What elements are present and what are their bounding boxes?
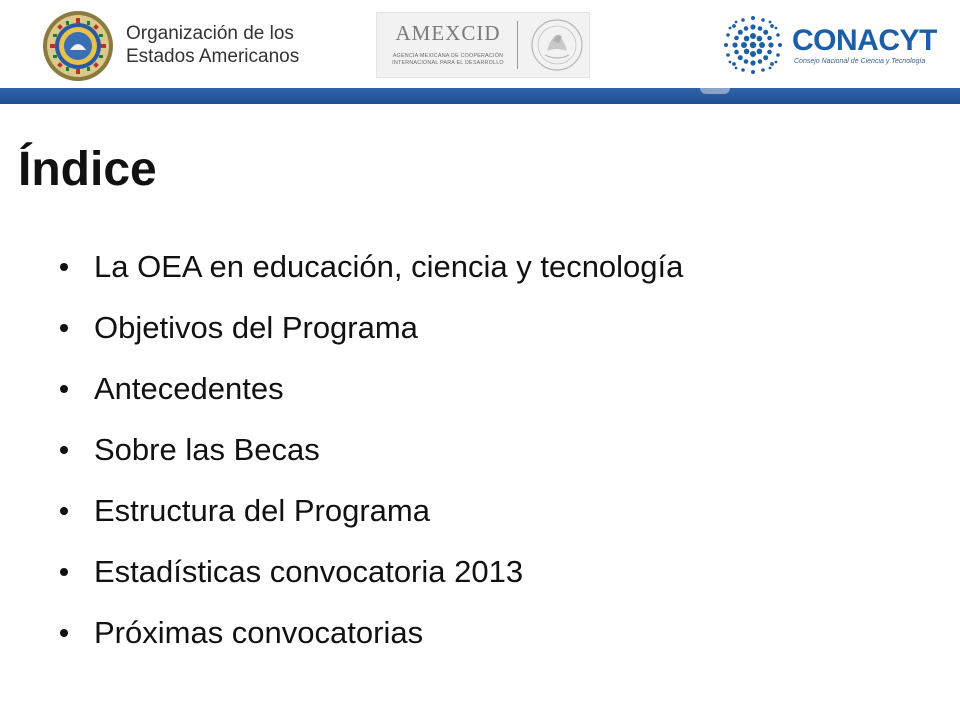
conacyt-dots-icon — [718, 10, 788, 80]
oas-seal-icon — [42, 10, 114, 82]
conacyt-logo — [718, 10, 938, 82]
bullet-icon — [60, 324, 68, 332]
list-item — [60, 240, 683, 301]
oea-logo — [42, 10, 312, 82]
bullet-icon — [60, 568, 68, 576]
list-item-text: Estructura del Programa — [94, 493, 430, 528]
list-item-text: Sobre las Becas — [94, 432, 320, 467]
list-item — [60, 484, 683, 545]
list-item-text: Próximas convocatorias — [94, 615, 424, 650]
bullet-icon — [60, 263, 68, 271]
oea-name-line2: Estados Americanos — [126, 46, 300, 67]
bullet-icon — [60, 507, 68, 515]
slide-header — [0, 0, 960, 88]
amexcid-divider — [517, 21, 518, 69]
oea-name-line1: Organización de los — [126, 23, 294, 44]
bullet-icon — [60, 385, 68, 393]
list-item — [60, 423, 683, 484]
amexcid-subtitle-line2: INTERNACIONAL PARA EL DESARROLLO — [392, 60, 504, 66]
bullet-icon — [60, 446, 68, 454]
amexcid-name: AMEXCID — [395, 21, 501, 45]
conacyt-subtitle: Consejo Nacional de Ciencia y Tecnología — [794, 58, 926, 65]
amexcid-subtitle — [381, 53, 515, 67]
oea-name — [126, 22, 316, 68]
list-item-text: Objetivos del Programa — [94, 310, 418, 345]
list-item — [60, 545, 683, 606]
conacyt-name: CONACYT — [792, 24, 937, 57]
list-item-text: Estadísticas convocatoria 2013 — [94, 554, 524, 589]
mexico-seal-icon — [529, 17, 585, 73]
index-list — [60, 240, 683, 667]
header-bar — [0, 88, 960, 104]
header-bar-shade — [700, 88, 730, 94]
slide-title: Índice — [18, 143, 157, 196]
list-item — [60, 301, 683, 362]
amexcid-subtitle-line1: AGENCIA MEXICANA DE COOPERACIÓN — [392, 53, 504, 59]
bullet-icon — [60, 629, 68, 637]
list-item-text: La OEA en educación, ciencia y tecnología — [94, 249, 684, 284]
list-item — [60, 362, 683, 423]
list-item-text: Antecedentes — [94, 371, 284, 406]
amexcid-logo — [376, 12, 590, 78]
list-item — [60, 606, 683, 667]
